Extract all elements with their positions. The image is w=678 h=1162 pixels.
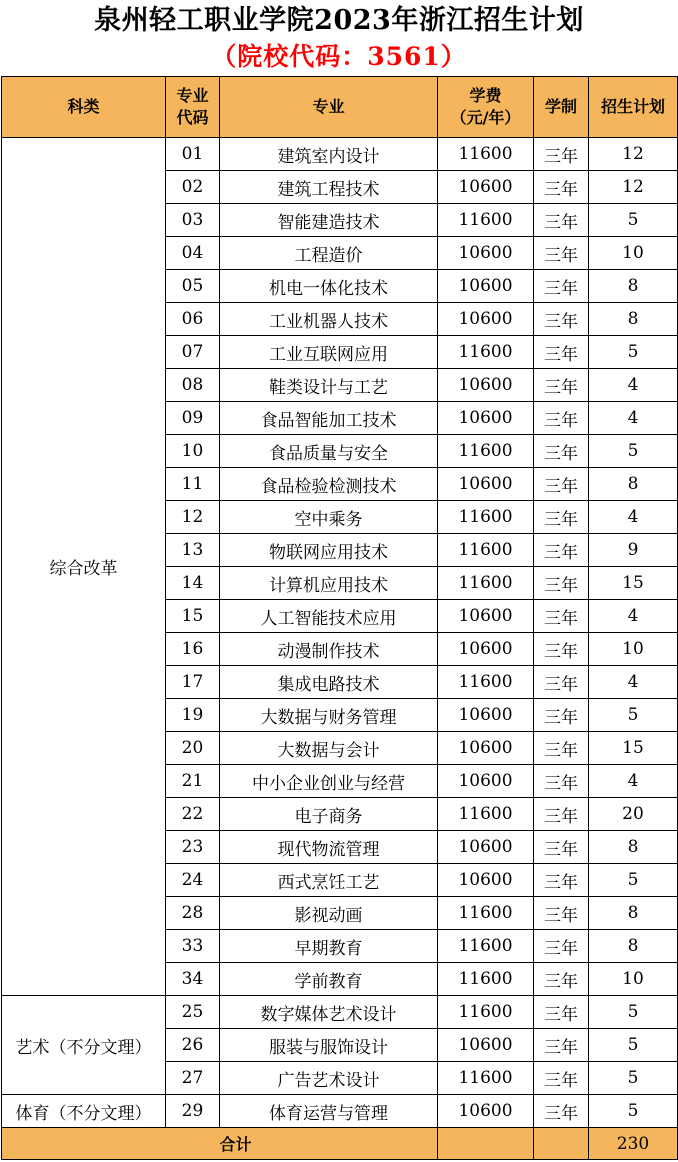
major-name-cell: 智能建造技术 [220, 204, 438, 237]
enrollment-plan-cell: 8 [589, 303, 678, 336]
major-name-cell: 现代物流管理 [220, 831, 438, 864]
tuition-fee-cell: 11600 [438, 996, 534, 1029]
major-code-cell: 22 [166, 798, 220, 831]
major-name-cell: 集成电路技术 [220, 666, 438, 699]
duration-cell: 三年 [534, 798, 589, 831]
major-name-cell: 电子商务 [220, 798, 438, 831]
header-fee: 学费 （元/年） [438, 77, 534, 138]
major-name-cell: 动漫制作技术 [220, 633, 438, 666]
duration-cell: 三年 [534, 303, 589, 336]
duration-cell: 三年 [534, 369, 589, 402]
enrollment-plan-cell: 4 [589, 666, 678, 699]
enrollment-plan-cell: 12 [589, 138, 678, 171]
enrollment-plan-cell: 8 [589, 930, 678, 963]
enrollment-plan-cell: 5 [589, 1062, 678, 1095]
duration-cell: 三年 [534, 864, 589, 897]
duration-cell: 三年 [534, 402, 589, 435]
enrollment-plan-cell: 4 [589, 501, 678, 534]
major-code-cell: 10 [166, 435, 220, 468]
major-name-cell: 建筑工程技术 [220, 171, 438, 204]
total-years-empty [534, 1128, 589, 1160]
tuition-fee-cell: 11600 [438, 963, 534, 996]
major-name-cell: 服装与服饰设计 [220, 1029, 438, 1062]
major-code-cell: 26 [166, 1029, 220, 1062]
major-name-cell: 空中乘务 [220, 501, 438, 534]
tuition-fee-cell: 10600 [438, 765, 534, 798]
major-name-cell: 物联网应用技术 [220, 534, 438, 567]
duration-cell: 三年 [534, 435, 589, 468]
major-code-cell: 24 [166, 864, 220, 897]
tuition-fee-cell: 10600 [438, 303, 534, 336]
duration-cell: 三年 [534, 534, 589, 567]
total-label-spacer [2, 1128, 220, 1160]
major-code-cell: 12 [166, 501, 220, 534]
enrollment-plan-cell: 10 [589, 237, 678, 270]
tuition-fee-cell: 11600 [438, 666, 534, 699]
enrollment-plan-cell: 5 [589, 204, 678, 237]
tuition-fee-cell: 11600 [438, 204, 534, 237]
duration-cell: 三年 [534, 1029, 589, 1062]
tuition-fee-cell: 11600 [438, 435, 534, 468]
major-name-cell: 鞋类设计与工艺 [220, 369, 438, 402]
major-code-cell: 14 [166, 567, 220, 600]
table-body [2, 138, 678, 1128]
duration-cell: 三年 [534, 204, 589, 237]
tuition-fee-cell: 10600 [438, 1095, 534, 1128]
major-code-cell: 06 [166, 303, 220, 336]
tuition-fee-cell: 10600 [438, 237, 534, 270]
major-name-cell: 机电一体化技术 [220, 270, 438, 303]
tuition-fee-cell: 10600 [438, 369, 534, 402]
header-code: 专业 代码 [166, 77, 220, 138]
major-name-cell: 广告艺术设计 [220, 1062, 438, 1095]
tuition-fee-cell: 10600 [438, 171, 534, 204]
enrollment-plan-cell: 4 [589, 369, 678, 402]
enrollment-plan-cell: 8 [589, 468, 678, 501]
major-name-cell: 学前教育 [220, 963, 438, 996]
table-row [2, 1095, 678, 1128]
duration-cell: 三年 [534, 732, 589, 765]
tuition-fee-cell: 10600 [438, 699, 534, 732]
tuition-fee-cell: 10600 [438, 1029, 534, 1062]
major-code-cell: 05 [166, 270, 220, 303]
enrollment-plan-cell: 5 [589, 435, 678, 468]
major-code-cell: 15 [166, 600, 220, 633]
header-major: 专业 [220, 77, 438, 138]
duration-cell: 三年 [534, 897, 589, 930]
tuition-fee-cell: 10600 [438, 468, 534, 501]
major-code-cell: 09 [166, 402, 220, 435]
major-name-cell: 食品检验检测技术 [220, 468, 438, 501]
major-name-cell: 计算机应用技术 [220, 567, 438, 600]
tuition-fee-cell: 11600 [438, 567, 534, 600]
duration-cell: 三年 [534, 138, 589, 171]
major-name-cell: 食品智能加工技术 [220, 402, 438, 435]
duration-cell: 三年 [534, 633, 589, 666]
category-cell: 体育（不分文理） [2, 1095, 166, 1128]
tuition-fee-cell: 11600 [438, 336, 534, 369]
enrollment-plan-cell: 8 [589, 270, 678, 303]
enrollment-plan-cell: 4 [589, 600, 678, 633]
major-name-cell: 工程造价 [220, 237, 438, 270]
category-cell: 艺术（不分文理） [2, 996, 166, 1095]
major-code-cell: 34 [166, 963, 220, 996]
category-cell: 综合改革 [2, 138, 166, 996]
major-code-cell: 17 [166, 666, 220, 699]
school-code-subtitle: （院校代码：3561） [211, 42, 467, 71]
duration-cell: 三年 [534, 468, 589, 501]
tuition-fee-cell: 10600 [438, 633, 534, 666]
enrollment-plan-cell: 9 [589, 534, 678, 567]
duration-cell: 三年 [534, 501, 589, 534]
total-fee-empty [438, 1128, 534, 1160]
major-code-cell: 04 [166, 237, 220, 270]
enrollment-plan-cell: 5 [589, 699, 678, 732]
major-name-cell: 食品质量与安全 [220, 435, 438, 468]
enrollment-plan-cell: 10 [589, 633, 678, 666]
enrollment-plan-cell: 4 [589, 402, 678, 435]
major-code-cell: 23 [166, 831, 220, 864]
tuition-fee-cell: 11600 [438, 897, 534, 930]
major-code-cell: 29 [166, 1095, 220, 1128]
tuition-fee-cell: 10600 [438, 864, 534, 897]
page-title: 泉州轻工职业学院2023年浙江招生计划 [94, 5, 584, 36]
major-code-cell: 08 [166, 369, 220, 402]
tuition-fee-cell: 10600 [438, 402, 534, 435]
major-name-cell: 工业互联网应用 [220, 336, 438, 369]
major-code-cell: 13 [166, 534, 220, 567]
major-code-cell: 28 [166, 897, 220, 930]
major-name-cell: 西式烹饪工艺 [220, 864, 438, 897]
tuition-fee-cell: 11600 [438, 138, 534, 171]
tuition-fee-cell: 10600 [438, 600, 534, 633]
major-code-cell: 03 [166, 204, 220, 237]
enrollment-plan-cell: 12 [589, 171, 678, 204]
major-code-cell: 25 [166, 996, 220, 1029]
enrollment-plan-cell: 20 [589, 798, 678, 831]
enrollment-plan-cell: 4 [589, 765, 678, 798]
duration-cell: 三年 [534, 171, 589, 204]
table-row [2, 996, 678, 1029]
enrollment-plan-cell: 15 [589, 567, 678, 600]
major-name-cell: 中小企业创业与经营 [220, 765, 438, 798]
duration-cell: 三年 [534, 270, 589, 303]
duration-cell: 三年 [534, 237, 589, 270]
enrollment-plan-cell: 8 [589, 897, 678, 930]
enrollment-plan-cell: 5 [589, 1095, 678, 1128]
table-header-row [2, 77, 678, 138]
total-row [2, 1128, 678, 1160]
duration-cell: 三年 [534, 1095, 589, 1128]
major-code-cell: 11 [166, 468, 220, 501]
enrollment-plan-cell: 15 [589, 732, 678, 765]
duration-cell: 三年 [534, 831, 589, 864]
enrollment-plan-cell: 5 [589, 864, 678, 897]
major-code-cell: 20 [166, 732, 220, 765]
major-name-cell: 大数据与会计 [220, 732, 438, 765]
duration-cell: 三年 [534, 930, 589, 963]
duration-cell: 三年 [534, 963, 589, 996]
major-name-cell: 建筑室内设计 [220, 138, 438, 171]
duration-cell: 三年 [534, 996, 589, 1029]
major-code-cell: 01 [166, 138, 220, 171]
tuition-fee-cell: 11600 [438, 534, 534, 567]
duration-cell: 三年 [534, 765, 589, 798]
major-name-cell: 大数据与财务管理 [220, 699, 438, 732]
tuition-fee-cell: 10600 [438, 732, 534, 765]
major-name-cell: 人工智能技术应用 [220, 600, 438, 633]
major-name-cell: 早期教育 [220, 930, 438, 963]
major-name-cell: 影视动画 [220, 897, 438, 930]
tuition-fee-cell: 11600 [438, 501, 534, 534]
tuition-fee-cell: 10600 [438, 831, 534, 864]
tuition-fee-cell: 11600 [438, 1062, 534, 1095]
major-name-cell: 数字媒体艺术设计 [220, 996, 438, 1029]
major-name-cell: 体育运营与管理 [220, 1095, 438, 1128]
header-plan: 招生计划 [589, 77, 678, 138]
major-code-cell: 02 [166, 171, 220, 204]
enrollment-plan-cell: 8 [589, 831, 678, 864]
major-code-cell: 19 [166, 699, 220, 732]
major-code-cell: 33 [166, 930, 220, 963]
tuition-fee-cell: 11600 [438, 930, 534, 963]
enrollment-plan-cell: 5 [589, 1029, 678, 1062]
duration-cell: 三年 [534, 336, 589, 369]
duration-cell: 三年 [534, 567, 589, 600]
header-category: 科类 [2, 77, 166, 138]
total-plan: 230 [589, 1128, 678, 1160]
tuition-fee-cell: 11600 [438, 798, 534, 831]
enrollment-plan-cell: 10 [589, 963, 678, 996]
duration-cell: 三年 [534, 699, 589, 732]
major-name-cell: 工业机器人技术 [220, 303, 438, 336]
total-label: 合计 [220, 1128, 438, 1160]
enrollment-plan-cell: 5 [589, 996, 678, 1029]
tuition-fee-cell: 10600 [438, 270, 534, 303]
header-years: 学制 [534, 77, 589, 138]
major-code-cell: 07 [166, 336, 220, 369]
duration-cell: 三年 [534, 1062, 589, 1095]
enrollment-plan-cell: 5 [589, 336, 678, 369]
duration-cell: 三年 [534, 666, 589, 699]
enrollment-plan-table [1, 76, 678, 1160]
major-code-cell: 21 [166, 765, 220, 798]
duration-cell: 三年 [534, 600, 589, 633]
major-code-cell: 27 [166, 1062, 220, 1095]
major-code-cell: 16 [166, 633, 220, 666]
table-row [2, 138, 678, 171]
